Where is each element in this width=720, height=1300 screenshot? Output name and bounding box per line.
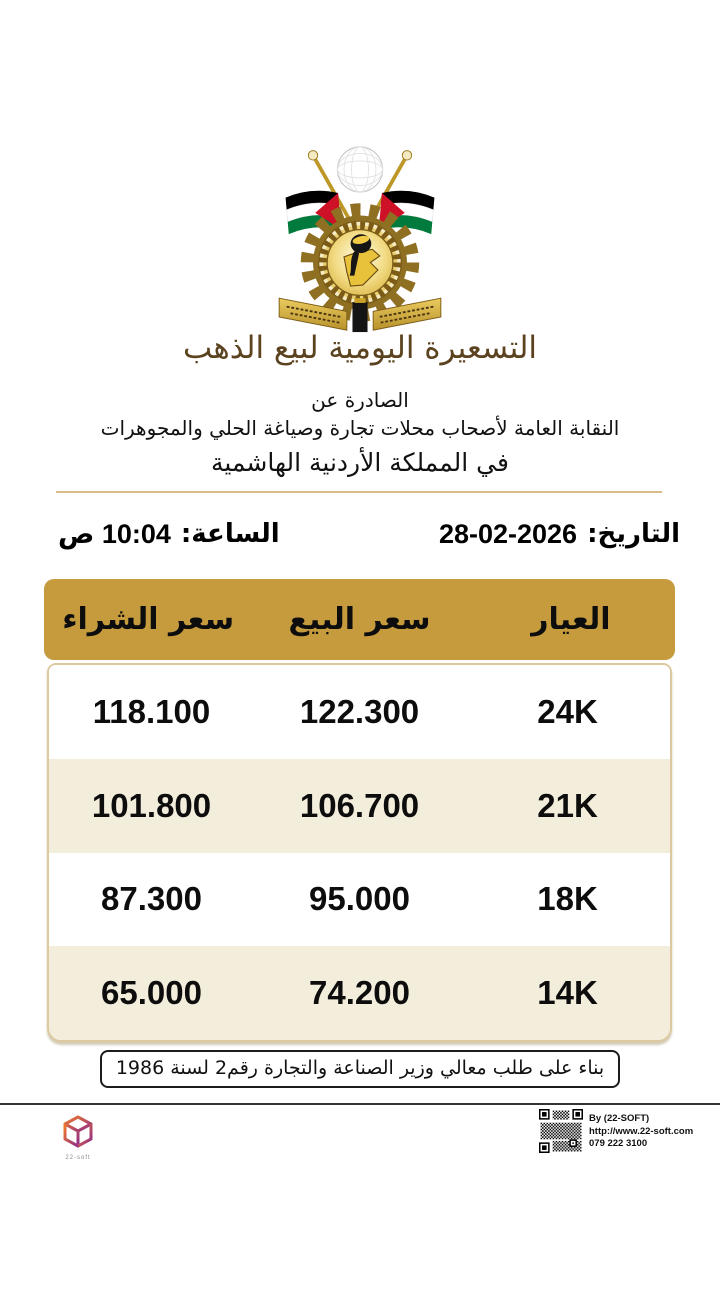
sell-price-value: 122.300: [299, 692, 420, 730]
software-vendor-logo: [54, 1113, 102, 1161]
ornament-ball-icon: [337, 147, 382, 192]
page-title: التسعيرة اليومية لبيع الذهب: [182, 330, 538, 366]
date-item: [439, 519, 680, 550]
buy-price-value: 101.800: [91, 786, 212, 824]
syndicate-name: النقابة العامة لأصحاب محلات تجارة وصياغة الحلي والمجوهرات: [100, 416, 620, 440]
qr-code: [539, 1109, 583, 1153]
header-sell-price: سعر البيع: [288, 602, 431, 637]
gold-divider: [56, 491, 662, 493]
price-table-body: [47, 663, 672, 1042]
note-wrap: [0, 1050, 720, 1088]
header-karat: العيار: [531, 602, 611, 637]
karat-value: 24K: [537, 692, 598, 730]
regulation-note: بناء على طلب معالي وزير الصناعة والتجارة رقم2 لسنة 1986: [100, 1050, 620, 1088]
software-credit: [589, 1113, 717, 1151]
table-row: [49, 665, 670, 759]
karat-value: 14K: [537, 974, 598, 1012]
banner-ribbon: [279, 298, 441, 332]
issued-by-line: الصادرة عن: [311, 388, 409, 412]
date-label: التاريخ:: [587, 519, 680, 549]
table-row: [49, 853, 670, 947]
kingdom-line: في المملكة الأردنية الهاشمية: [211, 448, 509, 477]
date-value: 28-02-2026: [438, 518, 578, 549]
table-row: [49, 946, 670, 1040]
table-row: [49, 759, 670, 853]
cube-logo-icon: [58, 1113, 98, 1153]
cube-logo-caption: 22-soft: [65, 1155, 91, 1161]
price-table-header: [44, 579, 675, 660]
time-item: [58, 519, 280, 550]
footer: [0, 1105, 720, 1180]
credit-byline: By (22-SOFT): [589, 1113, 650, 1124]
credit-website: http://www.22-soft.com: [589, 1125, 694, 1137]
sell-price-value: 106.700: [299, 786, 420, 824]
syndicate-emblem: [266, 140, 454, 338]
credit-phone: 079 222 3100: [589, 1138, 648, 1149]
sell-price-value: 74.200: [309, 974, 410, 1012]
time-label: الساعة:: [180, 519, 280, 549]
buy-price-value: 65.000: [101, 974, 202, 1012]
sell-price-value: 95.000: [309, 880, 410, 918]
buy-price-value: 118.100: [92, 692, 211, 730]
buy-price-value: 87.300: [101, 880, 202, 918]
syndicate-emblem-graphic: [266, 140, 454, 338]
karat-value: 18K: [537, 880, 598, 918]
datetime-row: [0, 510, 720, 558]
header-buy-price: سعر الشراء: [62, 602, 235, 637]
karat-value: 21K: [537, 786, 598, 824]
time-value: 10:04 ص: [58, 518, 171, 549]
